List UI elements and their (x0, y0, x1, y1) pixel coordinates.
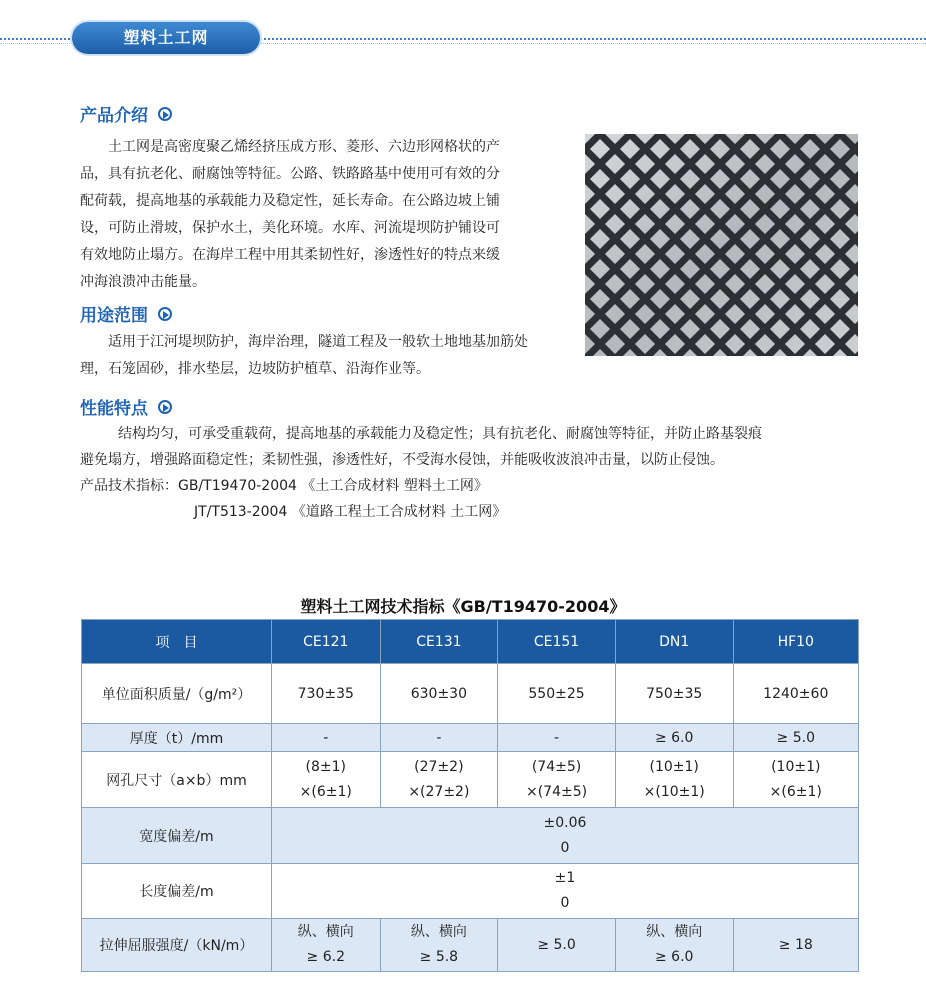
cell-line: (10±1) (771, 758, 821, 775)
cell-line: ±0.06 (543, 814, 587, 831)
table-cell (272, 919, 381, 972)
table-header-cell: CE121 (272, 620, 381, 664)
cell-line: ±1 (554, 870, 576, 886)
table-header-cell: CE131 (380, 620, 498, 664)
table-cell: ≥ 6.0 (615, 724, 733, 752)
table-row (82, 808, 859, 864)
cell-line: ×(6±1) (299, 783, 352, 800)
cell-line: (27±2) (414, 758, 464, 775)
table-cell: - (498, 724, 616, 752)
arrow-circle-icon (158, 400, 172, 414)
row-label-width-dev: 宽度偏差/m (82, 808, 272, 864)
intro-line: 设，可防止滑坡，保护水土，美化环境。水库、河流堤坝防护铺设可 (80, 220, 500, 236)
intro-paragraph (80, 134, 550, 296)
features-line: 避免塌方，增强路面稳定性；柔韧性强，渗透性好，不受海水侵蚀，并能吸收波浪冲击量，以防止侵蚀。 (80, 452, 724, 468)
intro-line: 土工网是高密度聚乙烯经挤压成方形、菱形、六边形网格状的产 (108, 139, 500, 155)
table-cell (615, 919, 733, 972)
table-header-cell: HF10 (733, 620, 858, 664)
table-cell: 1240±60 (733, 664, 858, 724)
row-label-mesh: 网孔尺寸（a×b）mm (82, 752, 272, 808)
arrow-circle-icon (158, 107, 172, 121)
usage-paragraph (80, 329, 554, 383)
table-cell: 630±30 (380, 664, 498, 724)
table-cell (498, 752, 616, 808)
product-photo-net (585, 134, 858, 356)
arrow-circle-icon (158, 307, 172, 321)
cell-line: ×(27±2) (408, 783, 470, 800)
table-row (82, 864, 859, 919)
cell-line: ×(10±1) (643, 783, 705, 800)
cell-line: ≥ 5.0 (537, 936, 576, 953)
table-header-row (82, 620, 859, 664)
table-cell (272, 752, 381, 808)
row-label-length-dev: 长度偏差/m (82, 864, 272, 919)
intro-line: 配荷载，提高地基的承载能力及稳定性，延长寿命。在公路边坡上铺 (80, 193, 500, 209)
table-header-cell: 项 目 (82, 620, 272, 664)
section-title-usage (80, 301, 172, 326)
cell-line: 0 (560, 839, 570, 856)
table-cell (380, 752, 498, 808)
cell-line: 纵、横向 (297, 924, 354, 940)
cell-line: ≥ 6.0 (654, 949, 694, 965)
table-cell (733, 919, 858, 972)
table-cell: - (380, 724, 498, 752)
row-label-thickness: 厚度（t）/mm (82, 724, 272, 752)
net-mesh-image (585, 134, 858, 356)
usage-line: 理，石笼固砂，排水垫层，边坡防护植草、沿海作业等。 (80, 361, 430, 377)
section-title-intro-text: 产品介绍 (80, 106, 148, 126)
cell-line: (74±5) (531, 758, 582, 775)
table-cell: - (272, 724, 381, 752)
cell-line: ≥ 18 (778, 936, 813, 953)
cell-line: 0 (560, 895, 570, 911)
table-cell: 750±35 (615, 664, 733, 724)
row-label-tensile: 拉伸屈服强度/（kN/m） (82, 919, 272, 972)
section-title-features (80, 394, 172, 419)
table-cell (380, 919, 498, 972)
table-header-cell: CE151 (498, 620, 616, 664)
table-cell: 730±35 (272, 664, 381, 724)
spec-table (81, 619, 859, 972)
header-tab-title: 塑料土工网 (72, 22, 260, 54)
cell-line: (8±1) (305, 758, 346, 775)
cell-line: ×(74±5) (525, 783, 588, 800)
table-cell: ≥ 5.0 (733, 724, 858, 752)
table-cell-merged (272, 808, 859, 864)
table-row (82, 724, 859, 752)
cell-line: ≥ 5.8 (419, 949, 459, 965)
cell-line: ≥ 6.2 (306, 949, 345, 965)
table-row (82, 752, 859, 808)
table-cell: 550±25 (498, 664, 616, 724)
row-label-mass: 单位面积质量/（g/m²） (82, 664, 272, 724)
table-cell (615, 752, 733, 808)
intro-line: 有效地防止塌方。在海岸工程中用其柔韧性好，渗透性好的特点来缓 (80, 247, 500, 263)
usage-line: 适用于江河堤坝防护，海岸治理，隧道工程及一般软土地地基加筋处 (108, 334, 528, 350)
table-cell-merged (272, 864, 859, 919)
features-paragraph (80, 421, 860, 525)
cell-line: 纵、横向 (646, 924, 703, 940)
section-title-intro (80, 101, 172, 126)
cell-line: 纵、横向 (410, 924, 467, 940)
table-header-cell: DN1 (615, 620, 733, 664)
table-row (82, 919, 859, 972)
cell-line: ×(6±1) (769, 783, 822, 800)
intro-line: 冲海浪溃冲击能量。 (80, 274, 206, 290)
intro-line: 品，具有抗老化、耐腐蚀等特征。公路、铁路路基中使用可有效的分 (80, 166, 500, 182)
table-row (82, 664, 859, 724)
section-title-features-text: 性能特点 (80, 399, 148, 419)
table-title: 塑料土工网技术指标《GB/T19470-2004》 (300, 597, 626, 616)
table-cell (498, 919, 616, 972)
table-cell (733, 752, 858, 808)
standard-line-jt: JT/T513-2004 《道路工程土工合成材料 土工网》 (194, 504, 507, 520)
cell-line: (10±1) (649, 758, 699, 775)
standard-line-gb: 产品技术指标：GB/T19470-2004 《土工合成材料 塑料土工网》 (80, 478, 488, 494)
section-title-usage-text: 用途范围 (80, 306, 148, 326)
features-line: 结构均匀，可承受重载荷，提高地基的承载能力及稳定性；具有抗老化、耐腐蚀等特征，并防止路基裂痕 (118, 426, 762, 442)
